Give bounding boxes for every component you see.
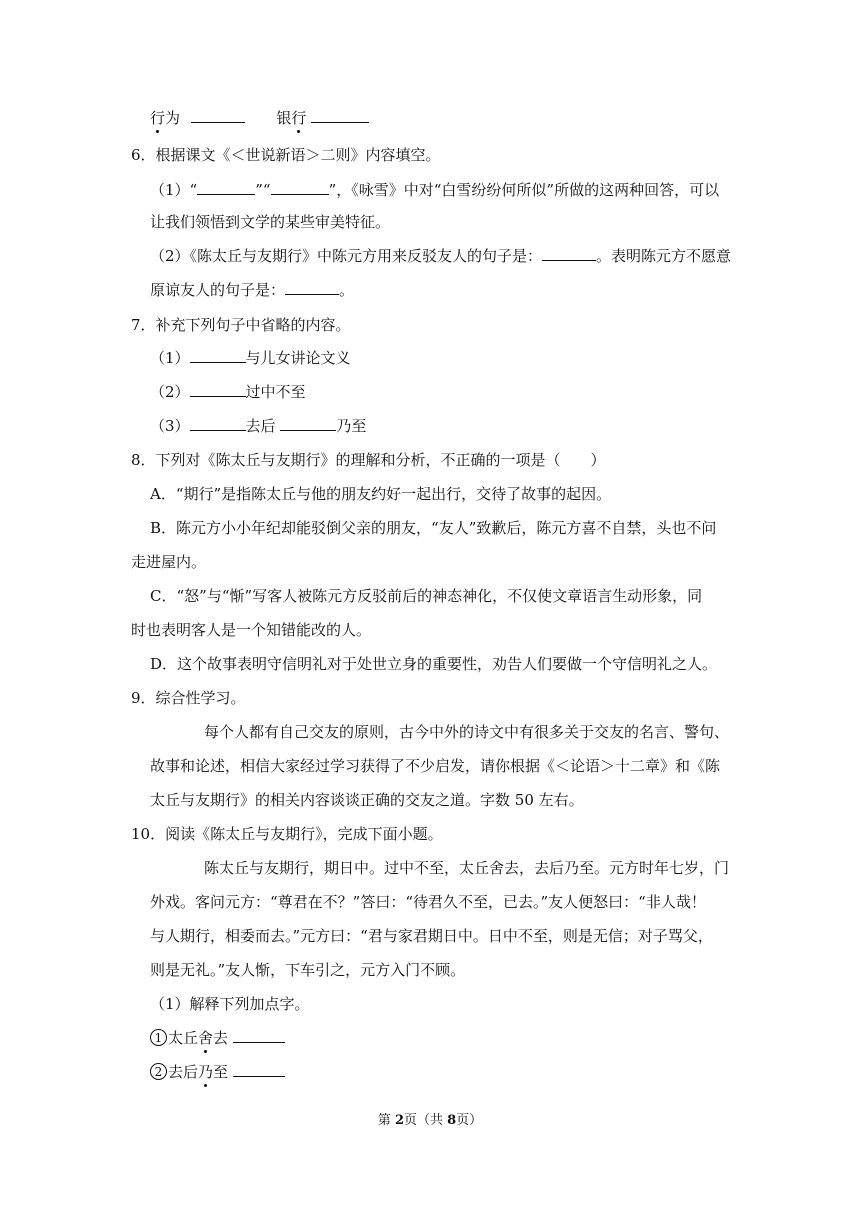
question-10-title: 10．阅读《陈太丘与友期行》，完成下面小题。 bbox=[131, 825, 443, 843]
q10-passage-line2: 外戏。客问元方：“尊君在不？”答曰：“待君久不至，已去。”友人便怒曰：“非人哉！ bbox=[150, 893, 706, 911]
total-pages: 8 bbox=[447, 1113, 457, 1128]
q8-option-c[interactable]: C．“怒”与“惭”写客人被陈元方反驳前后的神态神化，不仅使文章语言生动形象，同 bbox=[150, 587, 703, 605]
answer-blank[interactable] bbox=[190, 416, 246, 431]
question-7-title: 7．补充下列句子中省略的内容。 bbox=[131, 316, 351, 334]
word-b-dotted: 银行 bbox=[276, 109, 307, 127]
q10-item-2: 2 去后乃至 bbox=[150, 1062, 285, 1082]
word-a-dotted: 行为 bbox=[150, 109, 181, 127]
answer-blank[interactable] bbox=[271, 180, 329, 195]
answer-blank[interactable] bbox=[190, 382, 246, 397]
q8-option-d[interactable]: D．这个故事表明守信明礼对于处世立身的重要性，劝告人们要做一个守信明礼之人。 bbox=[150, 655, 718, 673]
circled-number-icon: 2 bbox=[150, 1063, 167, 1080]
answer-blank[interactable] bbox=[280, 416, 336, 431]
answer-blank[interactable] bbox=[233, 1062, 285, 1077]
answer-blank[interactable] bbox=[197, 180, 255, 195]
q8-option-c-cont: 时也表明客人是一个知错能改的人。 bbox=[131, 621, 372, 639]
q8-option-b-cont: 走进屋内。 bbox=[131, 553, 207, 571]
answer-blank[interactable] bbox=[190, 348, 246, 363]
q7-item1: （1） 与儿女讲论文义 bbox=[150, 349, 351, 367]
q6-part1: （1）“ ”“ ”，《咏雪》中对“白雪纷纷何所似”所做的这两种回答，可以 bbox=[150, 181, 720, 199]
q9-prompt-line3: 太丘与友期行》的相关内容谈谈正确的交友之道。字数 50 左右。 bbox=[150, 791, 584, 809]
q6-part2: （2）《陈太丘与友期行》中陈元方用来反驳友人的句子是： 。表明陈元方不愿意 bbox=[150, 247, 732, 265]
q10-passage-line4: 则是无礼。”友人惭，下车引之，元方入门不顾。 bbox=[150, 961, 466, 979]
question-9-title: 9．综合性学习。 bbox=[131, 689, 246, 707]
vocab-line bbox=[150, 108, 369, 128]
answer-blank[interactable] bbox=[191, 108, 245, 123]
q7-item3: （3） 去后 乃至 bbox=[150, 417, 367, 435]
q8-option-a[interactable]: A．“期行”是指陈太丘与他的朋友约好一起出行，交待了故事的起因。 bbox=[150, 485, 612, 503]
q7-item2: （2） 过中不至 bbox=[150, 383, 306, 401]
answer-blank[interactable] bbox=[285, 280, 339, 295]
q6-part2-cont: 原谅友人的句子是： 。 bbox=[150, 281, 355, 299]
page-footer: 第 2页（共 8页） bbox=[377, 1113, 483, 1128]
q10-passage-line1: 陈太丘与友期行，期日中。过中不至，太丘舍去，去后乃至。元方时年七岁，门 bbox=[204, 859, 730, 877]
q10-item-1: 1 太丘舍去 bbox=[150, 1028, 285, 1048]
q9-prompt-line1: 每个人都有自己交友的原则，古今中外的诗文中有很多关于交友的名言、警句、 bbox=[204, 723, 730, 741]
q6-part1-cont: 让我们领悟到文学的某些审美特征。 bbox=[150, 213, 391, 231]
q10-passage-line3: 与人期行，相委而去。”元方曰：“君与家君期日中。日中不至，则是无信；对子骂父， bbox=[150, 927, 713, 945]
answer-blank[interactable] bbox=[311, 108, 369, 123]
q9-prompt-line2: 故事和论述，相信大家经过学习获得了不少启发，请你根据《＜论语＞十二章》和《陈 bbox=[150, 757, 721, 775]
q8-option-b[interactable]: B．陈元方小小年纪却能驳倒父亲的朋友，“友人”致歉后，陈元方喜不自禁，头也不问 bbox=[150, 519, 717, 537]
answer-blank[interactable] bbox=[542, 246, 596, 261]
circled-number-icon: 1 bbox=[150, 1029, 167, 1046]
q10-subquestion-1: （1）解释下列加点字。 bbox=[150, 995, 310, 1013]
question-8-title: 8．下列对《陈太丘与友期行》的理解和分析，不正确的一项是（ ） bbox=[131, 451, 606, 469]
page-number: 2 bbox=[394, 1113, 404, 1128]
answer-blank[interactable] bbox=[233, 1028, 285, 1043]
question-6-title: 6．根据课文《＜世说新语＞二则》内容填空。 bbox=[131, 146, 441, 164]
